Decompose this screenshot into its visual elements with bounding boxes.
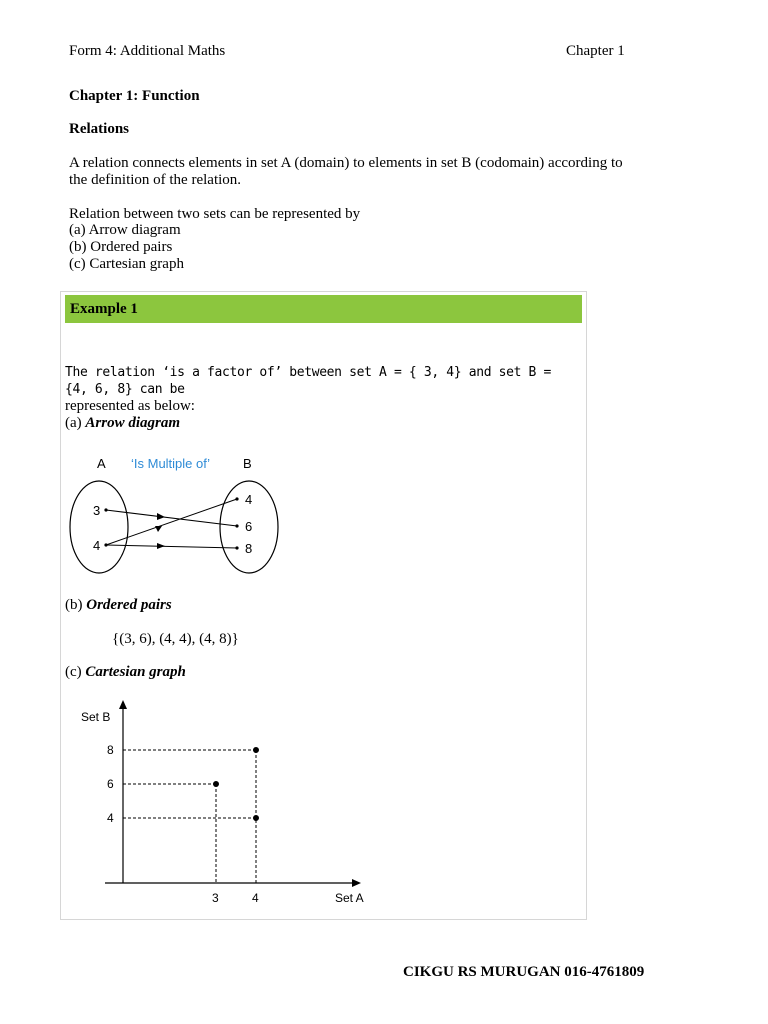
example-box [60, 291, 587, 920]
x-tick-label: 3 [212, 891, 219, 905]
arrow-head [155, 526, 162, 532]
example-intro [65, 364, 575, 415]
representation-item: (b) Ordered pairs [69, 239, 173, 255]
part-b-prefix: (b) [65, 597, 87, 613]
cartesian-graph [61, 697, 391, 912]
y-tick-label: 4 [107, 811, 114, 825]
relation-arrow [106, 499, 237, 545]
ordered-pairs: {(3, 6), (4, 4), (4, 8)} [112, 631, 239, 647]
chapter-title: Chapter 1: Function [69, 88, 200, 104]
part-c-title: Cartesian graph [85, 664, 186, 680]
header-right: Chapter 1 [566, 43, 625, 59]
codomain-element: 6 [245, 519, 253, 534]
representation-item: (c) Cartesian graph [69, 256, 184, 272]
paragraph-line-2: the definition of the relation. [69, 172, 242, 188]
x-axis-arrow [352, 879, 361, 887]
x-tick-label: 4 [252, 891, 259, 905]
data-point [213, 781, 219, 787]
data-point [253, 747, 259, 753]
part-a-prefix: (a) [65, 415, 86, 431]
representation-intro: Relation between two sets can be represented by [69, 206, 361, 222]
codomain-element: 8 [245, 541, 253, 556]
y-axis-arrow [119, 700, 127, 709]
footer-credit: CIKGU RS MURUGAN 016-4761809 [403, 964, 645, 980]
section-heading: Relations [69, 121, 129, 137]
relation-label: ‘Is Multiple of’ [131, 456, 210, 471]
codomain-element: 4 [245, 492, 253, 507]
set-b-label: B [243, 456, 252, 471]
header-left: Form 4: Additional Maths [69, 43, 226, 59]
y-tick-label: 6 [107, 777, 114, 791]
part-a-heading [65, 415, 180, 432]
y-axis-label: Set B [81, 710, 111, 724]
domain-oval [70, 481, 128, 573]
data-point [253, 815, 259, 821]
arrow-diagram [61, 447, 301, 577]
representation-item: (a) Arrow diagram [69, 222, 181, 238]
domain-element: 3 [93, 503, 101, 518]
set-a-label: A [97, 456, 106, 471]
y-tick-label: 8 [107, 743, 114, 757]
example-intro-line-1: The relation ‘is a factor of’ between set A = { 3, 4} and set B = {4, 6, 8} can be [65, 365, 551, 397]
example-header: Example 1 [65, 295, 582, 323]
part-a-title: Arrow diagram [85, 415, 181, 431]
part-c-prefix: (c) [65, 664, 86, 680]
arrow-head [157, 543, 165, 549]
x-axis-label: Set A [335, 891, 364, 905]
relation-arrow [106, 510, 237, 526]
part-c-heading [65, 664, 186, 681]
paragraph-line-1: A relation connects elements in set A (domain) to elements in set B (codomain) according to [69, 155, 623, 171]
domain-element: 4 [93, 538, 101, 553]
part-b-title: Ordered pairs [86, 597, 172, 613]
part-b-heading [65, 597, 172, 614]
arrow-head [157, 513, 165, 520]
example-intro-line-2: represented as below: [65, 398, 195, 414]
